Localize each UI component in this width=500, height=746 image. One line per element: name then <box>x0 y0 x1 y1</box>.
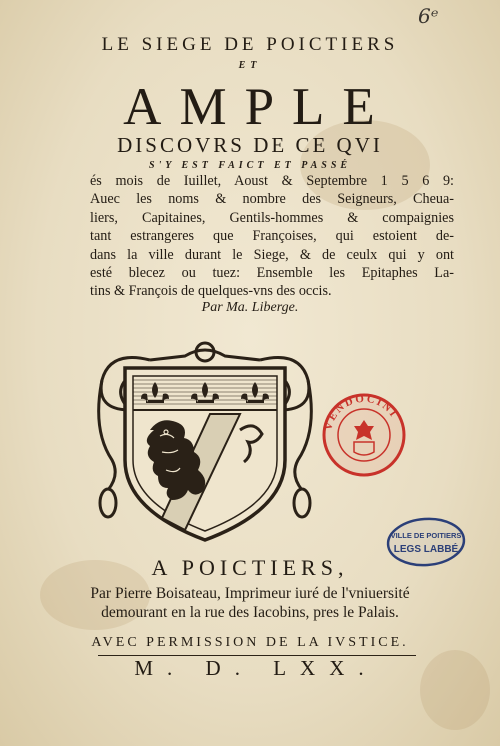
imprint-address: demourant en la rue des Iacobins, pres le Palais. <box>101 604 399 621</box>
title-et: ET <box>238 60 262 71</box>
author-line: Par Ma. Liberge. <box>201 300 299 315</box>
blue-stamp-line-1: VILLE DE POITIERS <box>390 531 462 540</box>
body-line: és mois de Iuillet, Aoust & Septembre 1 5 6 9: <box>90 173 454 189</box>
printers-mark-crest <box>90 340 320 550</box>
body-line: esté blecez ou tuez: Ensemble les Epitaphes La- <box>90 265 454 282</box>
red-stamp-text: VENDOCINI <box>322 392 401 432</box>
handwritten-shelf-note: 6ᵉ <box>418 4 439 28</box>
imprint-date: M. D. LXX. <box>134 656 378 680</box>
title-ample: AMPLE <box>123 78 393 136</box>
title-line-4: S'Y EST FAICT ET PASSÉ <box>148 160 352 171</box>
body-line: dans la ville durant le Siege, & de ceulx qui y ont <box>90 246 454 263</box>
body-line: Auec les noms & nombre des Seigneurs, Cheua- <box>90 191 454 208</box>
imprint-permission: AVEC PERMISSION DE LA IVSTICE. <box>91 635 409 650</box>
body-line: liers, Capitaines, Gentils-hommes & compaignies <box>90 209 454 226</box>
red-library-stamp <box>321 392 407 478</box>
body-line: tant estrangeres que Françoises, qui estoient de- <box>90 228 454 245</box>
imprint-printer: Par Pierre Boisateau, Imprimeur iuré de l'vniuersité <box>90 585 410 602</box>
blue-stamp-line-2: LEGS LABBÉ <box>393 544 459 555</box>
description-paragraph <box>90 172 454 301</box>
imprint-city: A POICTIERS, <box>151 555 349 580</box>
body-line: tins & François de quelques-vns des occis. <box>90 283 332 300</box>
title-line-3: DISCOVRS DE CE QVI <box>117 133 383 157</box>
title-line-1: LE SIEGE DE POICTIERS <box>101 34 399 55</box>
